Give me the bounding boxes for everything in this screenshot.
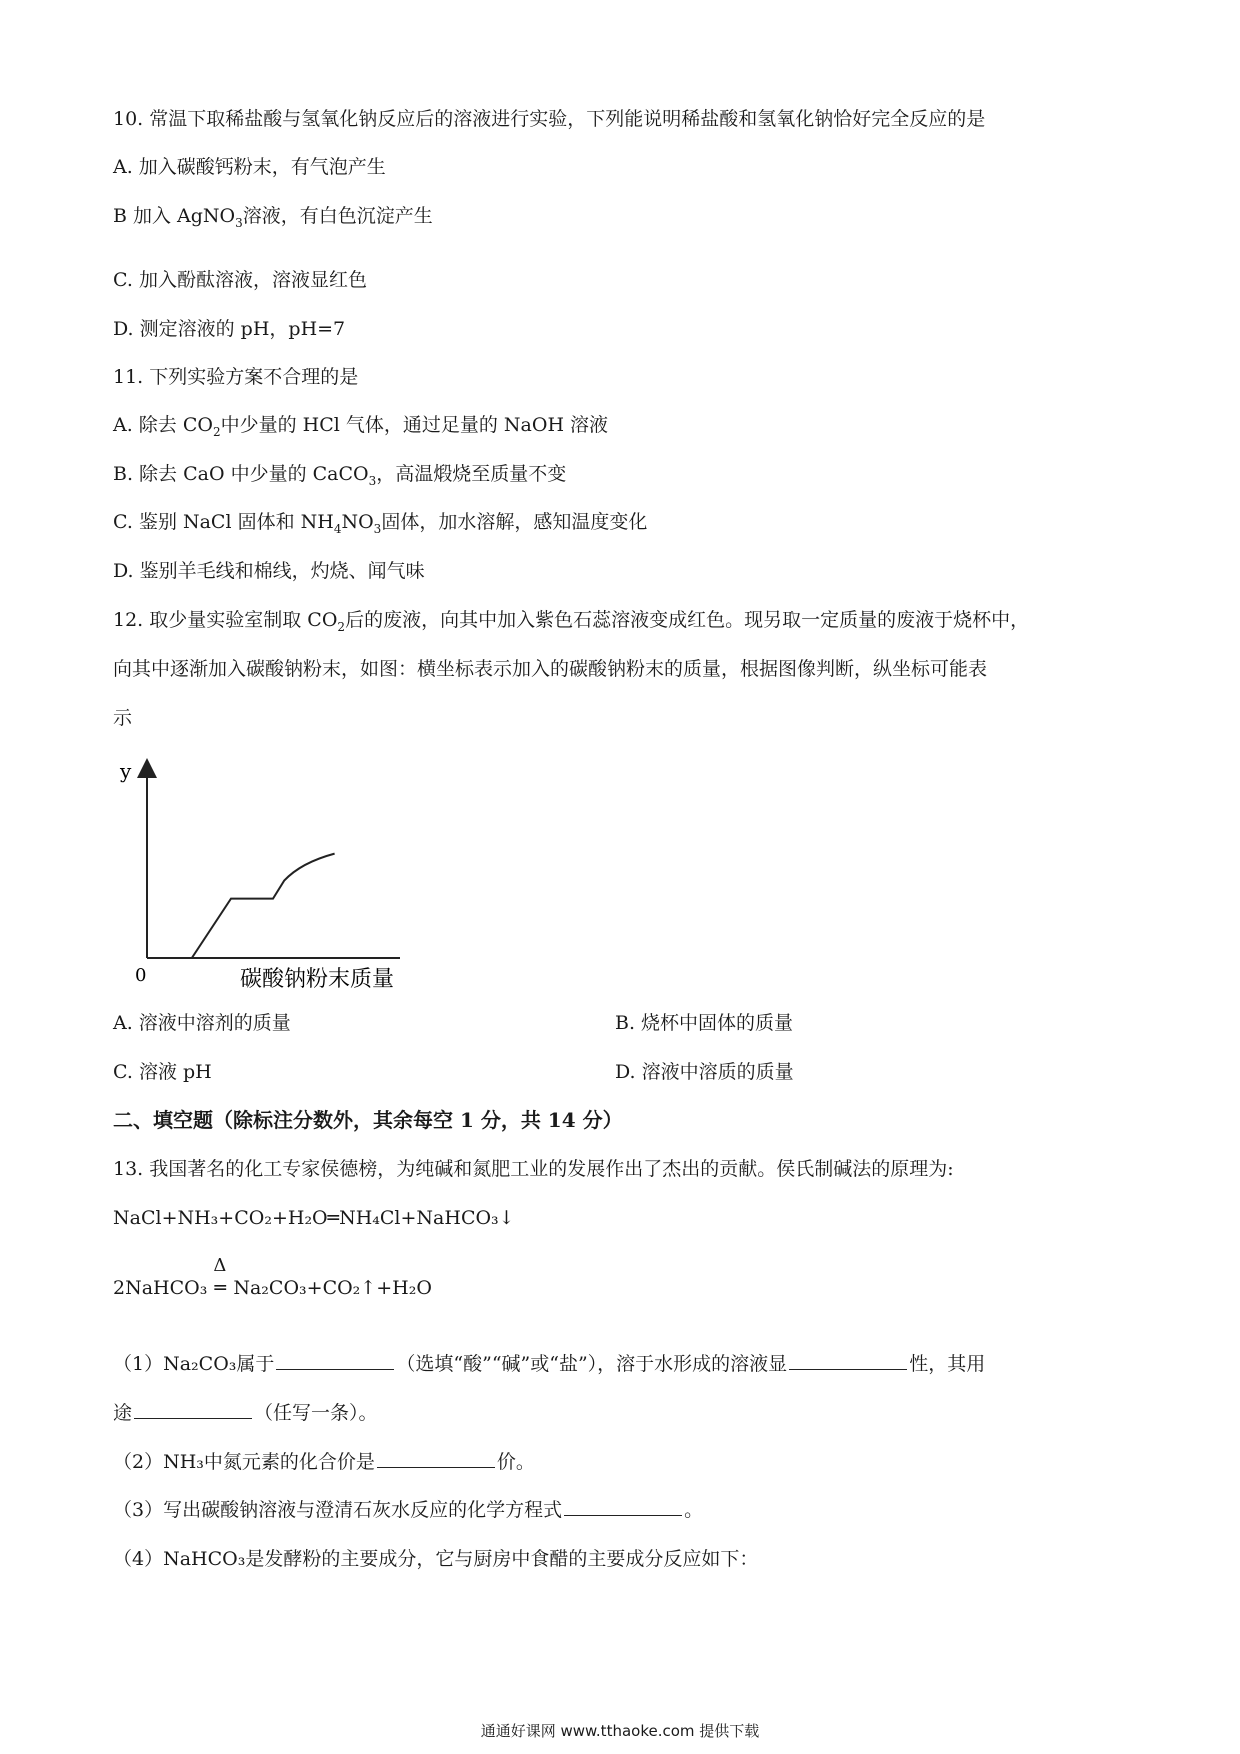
q13-stem: 13. 我国著名的化工专家侯德榜，为纯碱和氮肥工业的发展作出了杰出的贡献。侯氏制碱法的原理为: [113, 1158, 954, 1180]
q13-blank-5[interactable] [564, 1497, 682, 1516]
q13-eq2-delta: Δ [213, 1255, 227, 1276]
q12-chart [100, 748, 420, 998]
q13-part4: （4）NaHCO₃是发酵粉的主要成分，它与厨房中食醋的主要成分反应如下： [113, 1548, 759, 1570]
q11-option-a-sub: 2 [212, 424, 221, 439]
q13-p3-b: 。 [684, 1499, 704, 1521]
q13-p1-b: （选填“酸”“碱”或“盐”），溶于水形成的溶液显 [396, 1353, 788, 1375]
q13-p2-a: （2）NH₃中氮元素的化合价是 [113, 1451, 375, 1473]
q13-eq2-sign: Δ ═ [213, 1255, 227, 1299]
q12-stem1-post: 后的废液，向其中加入紫色石蕊溶液变成红色。现另取一定质量的废液于烧杯中， [345, 609, 1030, 631]
q11-option-a-post: 中少量的 HCl 气体，通过足量的 NaOH 溶液 [220, 414, 609, 436]
q11-option-a-pre: A. 除去 CO [113, 414, 213, 436]
q11-option-c-sub1: 4 [333, 521, 342, 536]
q13-part3 [113, 1497, 703, 1523]
q13-blank-4[interactable] [377, 1449, 495, 1468]
q11-option-d: D. 鉴别羊毛线和棉线，灼烧、闻气味 [113, 560, 425, 582]
q13-blank-2[interactable] [789, 1351, 907, 1370]
q11-option-c-post: 固体，加水溶解，感知温度变化 [381, 511, 648, 533]
q10-option-b-post: 溶液，有白色沉淀产生 [242, 205, 433, 227]
q13-part1-line2 [113, 1400, 378, 1426]
q11-option-c [113, 509, 647, 535]
y-axis-label: y [120, 759, 132, 783]
q13-eq2-right: Na₂CO₃+CO₂↑+H₂O [233, 1277, 432, 1299]
q10-option-b-pre: B 加入 AgNO [113, 205, 236, 227]
chart-series-line [147, 854, 335, 958]
q10-option-a: A. 加入碳酸钙粉末，有气泡产生 [113, 156, 386, 178]
q13-part2 [113, 1449, 535, 1475]
q13-p3-a: （3）写出碳酸钠溶液与澄清石灰水反应的化学方程式 [113, 1499, 563, 1521]
q12-option-c: C. 溶液 pH [113, 1061, 212, 1083]
q10-option-b [113, 203, 433, 229]
q13-p1-e: （任写一条）。 [254, 1402, 378, 1424]
q12-stem1-pre: 12. 取少量实验室制取 CO [113, 609, 338, 631]
q12-option-a: A. 溶液中溶剂的质量 [113, 1012, 291, 1034]
q11-option-c-mid: NO [341, 511, 374, 533]
footer: 通通好课网 www.tthaoke.com 提供下载 [480, 1722, 760, 1740]
q13-part1-line1 [113, 1351, 985, 1377]
q11-option-c-sub2: 3 [373, 521, 382, 536]
q11-stem: 11. 下列实验方案不合理的是 [113, 366, 359, 388]
q11-option-b-pre: B. 除去 CaO 中少量的 CaCO [113, 463, 369, 485]
q13-p1-c: 性，其用 [909, 1353, 986, 1375]
q13-blank-1[interactable] [276, 1351, 394, 1370]
q13-eq2-left: 2NaHCO₃ [113, 1277, 208, 1299]
q13-p1-d: 途 [113, 1402, 133, 1424]
q12-stem-line1 [113, 607, 1029, 633]
q13-equation-2 [113, 1255, 432, 1301]
q13-p1-a: （1）Na₂CO₃属于 [113, 1353, 275, 1375]
q12-stem1-sub: 2 [337, 619, 346, 634]
q11-option-c-pre: C. 鉴别 NaCl 固体和 NH [113, 511, 334, 533]
q13-p2-b: 价。 [496, 1451, 535, 1473]
x-axis-label: 碳酸钠粉末质量 [240, 967, 395, 992]
q12-option-d: D. 溶液中溶质的质量 [615, 1061, 794, 1083]
q11-option-b-post: ，高温煅烧至质量不变 [376, 463, 567, 485]
q12-stem-line3: 示 [113, 707, 133, 729]
q12-option-b: B. 烧杯中固体的质量 [615, 1012, 794, 1034]
q10-option-d: D. 测定溶液的 pH，pH=7 [113, 318, 346, 340]
section-heading: 二、填空题（除标注分数外，其余每空 1 分，共 14 分） [113, 1108, 623, 1132]
q13-equation-1: NaCl+NH₃+CO₂+H₂O═NH₄Cl+NaHCO₃↓ [113, 1207, 515, 1229]
q10-option-b-sub: 3 [235, 215, 243, 230]
q12-stem-line2: 向其中逐渐加入碳酸钠粉末，如图：横坐标表示加入的碳酸钠粉末的质量，根据图像判断，纵坐标可能表 [113, 658, 988, 680]
origin-label: 0 [135, 965, 147, 986]
q11-option-b [113, 461, 566, 487]
q10-option-c: C. 加入酚酞溶液，溶液显红色 [113, 269, 367, 291]
q11-option-b-sub: 3 [368, 473, 377, 488]
q13-blank-3[interactable] [134, 1400, 252, 1419]
q10-stem: 10. 常温下取稀盐酸与氢氧化钠反应后的溶液进行实验，下列能说明稀盐酸和氢氧化钠恰好完全反应的是 [113, 108, 986, 130]
q11-option-a [113, 412, 608, 438]
